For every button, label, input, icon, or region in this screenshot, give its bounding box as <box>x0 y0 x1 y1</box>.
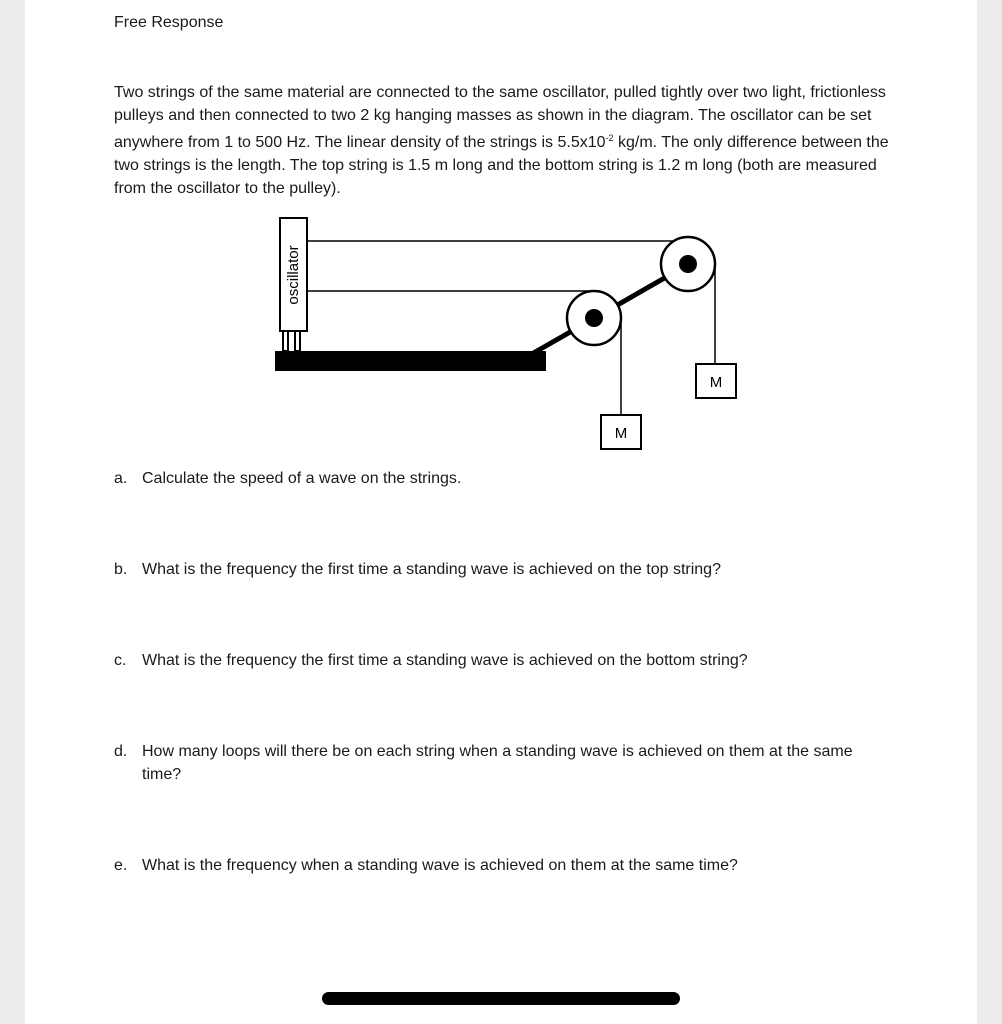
question-b <box>114 558 874 581</box>
question-a <box>114 467 874 490</box>
question-letter: d. <box>114 743 128 760</box>
question-text: What is the frequency the first time a standing wave is achieved on the bottom string? <box>142 652 748 669</box>
oscillator-label: oscillator <box>285 245 302 305</box>
question-letter: a. <box>114 470 128 487</box>
oscillator-foot-left <box>283 331 288 351</box>
document-page <box>25 0 977 1024</box>
bottom-pulley-axle <box>585 309 603 327</box>
top-mass-label: M <box>709 374 723 391</box>
home-indicator-bar[interactable] <box>322 992 680 1005</box>
question-letter: b. <box>114 561 128 578</box>
question-text: What is the frequency when a standing wave is achieved on them at the same time? <box>142 857 738 874</box>
question-d <box>114 740 874 786</box>
oscillator-foot-right <box>295 331 300 351</box>
table-base <box>275 351 546 371</box>
top-pulley-axle <box>679 255 697 273</box>
density-exponent: -2 <box>605 133 614 143</box>
question-text: How many loops will there be on each string when a standing wave is achieved on them at the same time? <box>142 743 853 783</box>
page-title: Free Response <box>114 14 224 31</box>
question-text: What is the frequency the first time a standing wave is achieved on the top string? <box>142 561 721 578</box>
bottom-mass-label: M <box>614 425 628 442</box>
problem-text-part-1: Two strings of the same material are connected to the same oscillator, pulled tightly over two light, frictionless pulleys and then connected to two 2 kg hanging masses as shown in the diagram. The oscillator can be set anywhere from 1 to 500 Hz. The linear density of the strings is 5.5x10 <box>114 84 886 151</box>
question-c <box>114 649 874 672</box>
question-letter: e. <box>114 857 128 874</box>
question-e <box>114 854 874 877</box>
question-text: Calculate the speed of a wave on the strings. <box>142 470 462 487</box>
pulley-diagram <box>25 0 977 460</box>
problem-text-part-2: kg/m. The only difference between the two strings is the length. The top string is 1.5 m long and the bottom string is 1.2 m long (both are measured from the oscillator to the pulley). <box>114 134 889 197</box>
question-letter: c. <box>114 652 127 669</box>
